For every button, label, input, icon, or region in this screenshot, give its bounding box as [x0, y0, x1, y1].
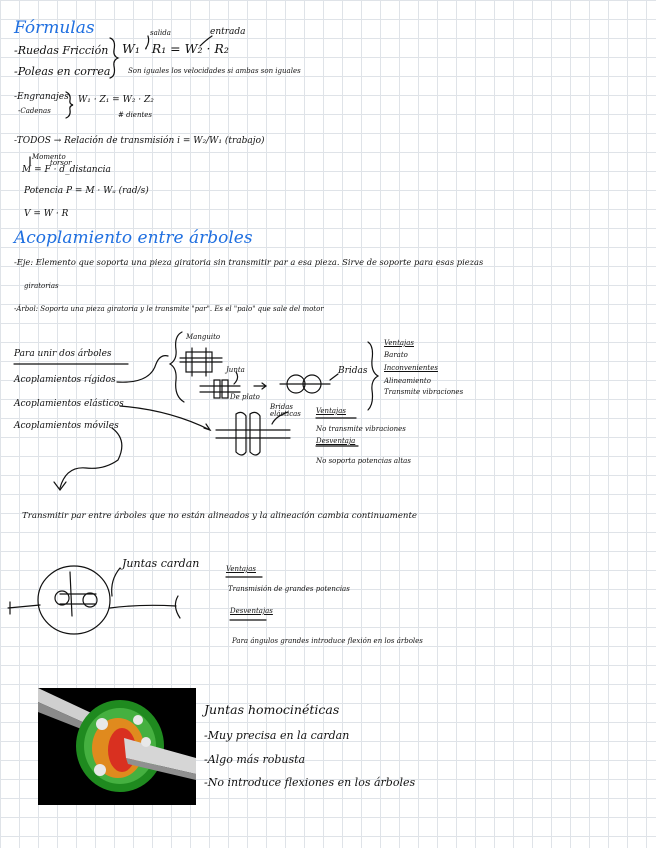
potencia: Potencia P = M · Wₐ (rad/s): [24, 186, 149, 196]
ventajas-rigidos: Ventajas: [384, 339, 414, 347]
acoplamientos-elasticos: Acoplamientos elásticos: [14, 399, 124, 409]
transmitir-par: Transmitir par entre árboles que no están alineados y la alineación cambia continuamente: [22, 511, 417, 521]
homocineticas-item-1: -Muy precisa en la cardan: [204, 729, 350, 742]
ventajas-cardan-text: Transmisión de grandes potencias: [228, 585, 350, 593]
eq-entrada-label: entrada: [210, 27, 246, 37]
homocineticas-item-3: -No introduce flexiones en los árboles: [204, 776, 416, 789]
bridas-label: Bridas: [338, 366, 368, 376]
engranajes: -Engranajes: [14, 92, 69, 102]
desventajas-cardan: Desventajas: [230, 607, 273, 615]
para-unir: Para unir dos árboles: [14, 349, 112, 359]
formulas-title: Fórmulas: [14, 18, 95, 38]
ruedas-friccion: -Ruedas Fricción: [14, 44, 109, 57]
arbol-definition: -Árbol: Soporta una pieza giratoria y le transmite "par". Es el "palo" que sale del motor: [14, 305, 324, 313]
inconvenientes-rigidos-a: Alineamiento: [384, 377, 431, 385]
de-plato-label: De plato: [230, 393, 260, 401]
acoplamientos-rigidos: Acoplamientos rígidos: [14, 375, 116, 385]
acoplamientos-moviles: Acoplamientos móviles: [14, 421, 119, 431]
inconvenientes-rigidos-b: Transmite vibraciones: [384, 388, 464, 396]
desventajas-cardan-text: Para ángulos grandes introduce flexión en los árboles: [232, 637, 423, 645]
homokinetic-joint-image: [38, 688, 196, 805]
eq-note: Son iguales los velocidades si ambas son iguales: [128, 67, 301, 75]
cadenas: -Cadenas: [18, 107, 51, 115]
ventajas-rigidos-text: Barato: [384, 351, 408, 359]
manguito-label: Manguito: [186, 333, 221, 341]
junta-label: Junta: [226, 366, 245, 374]
momento-eq: M = F · d_distancia: [22, 165, 111, 175]
momento-label: Momento: [32, 153, 66, 161]
eq-salida-label: salida: [150, 29, 171, 37]
ventajas-elasticos-text: No transmite vibraciones: [316, 425, 406, 433]
homocineticas-title: Juntas homocinéticas: [204, 702, 340, 717]
eq-dientes: # dientes: [118, 111, 153, 119]
acoplamiento-title: Acoplamiento entre árboles: [14, 228, 253, 248]
desventaja-elasticos: Desventaja: [316, 437, 356, 445]
eje-definition-cont: giratorias: [24, 282, 59, 290]
inconvenientes-rigidos: Inconvenientes: [384, 364, 438, 372]
bridas-elasticas-label: Bridas elásticas: [270, 403, 301, 418]
eq-ruedas: W₁ · R₁ = W₂ · R₂: [122, 41, 229, 56]
todos-relacion: -TODOS → Relación de transmisión i = W₂/W₁ (trabajo): [14, 136, 265, 146]
eje-definition: -Eje: Elemento que soporta una pieza giratoria sin transmitir par a esa pieza. Sirve de soporte para esas piezas: [14, 257, 484, 267]
ventajas-elasticos: Ventajas: [316, 407, 346, 415]
juntas-cardan-label: Juntas cardan: [122, 557, 200, 570]
homocineticas-item-2: -Algo más robusta: [204, 753, 306, 766]
poleas-correa: -Poleas en correa: [14, 65, 111, 78]
desventaja-elasticos-text: No soporta potencias altas: [316, 457, 411, 465]
eq-engranajes: W₁ · Z₁ = W₂ · Z₂: [78, 95, 154, 105]
velocidad: V = W · R: [24, 209, 69, 219]
ventajas-cardan: Ventajas: [226, 565, 256, 573]
momento-torsor: torsor: [50, 159, 72, 167]
